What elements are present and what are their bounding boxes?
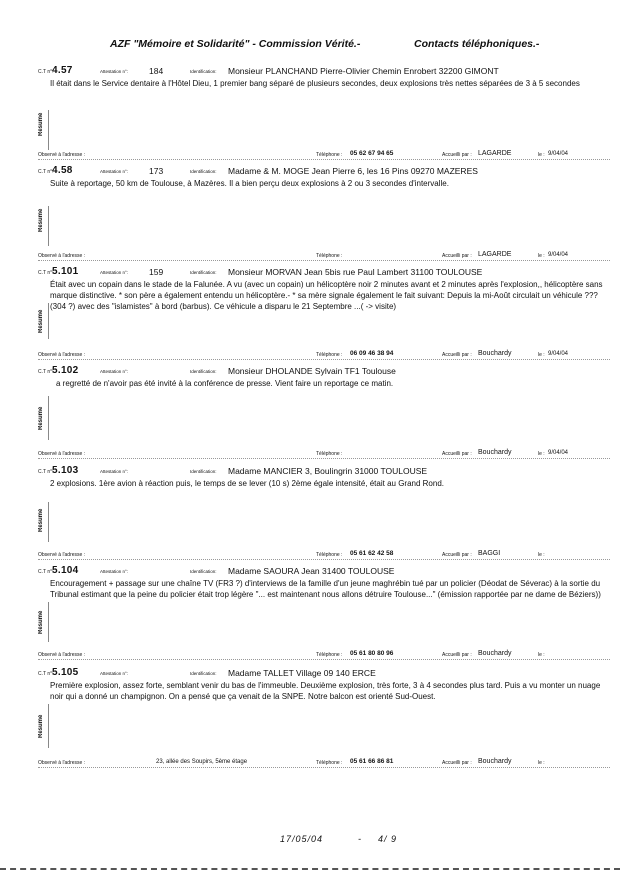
separator-line: [38, 159, 610, 160]
page-header: [110, 38, 610, 54]
accueilli-label: Accueilli par :: [442, 152, 472, 158]
ct-label: C.T n°:: [38, 369, 54, 375]
observe-label: Observé à l'adresse :: [38, 760, 86, 766]
record-summary: Il était dans le Service dentaire à l'Hôtel Dieu, 1 premier bang séparé de plusieurs secondes, deux explosions très nettes séparées de 3 à 5 secondes: [50, 79, 580, 88]
accueilli-label: Accueilli par :: [442, 253, 472, 259]
attestation-label: Attestation n°:: [100, 69, 129, 74]
date-value: 9/04/04: [548, 351, 569, 357]
telephone-label: Téléphone :: [316, 352, 343, 358]
record-summary: Encouragement + passage sur une chaîne TV (FR3 ?) d'interviews de la famille d'un jeune maghrébin tué par un policier (Déodat de Séverac) à la sortie du Tribunal estimant que la peine du policier était trop légère "... est maintenant nous allons détruire Toulouse..." (émission rapportée par ne dame de Béziers)): [50, 579, 601, 599]
identification-label: Identification:: [190, 671, 217, 676]
observe-label: Observé à l'adresse :: [38, 552, 86, 558]
accueilli-value: LAGARDE: [478, 150, 512, 157]
observe-label: Observé à l'adresse :: [38, 352, 86, 358]
date-label: le :: [538, 253, 545, 259]
date-label: le :: [538, 152, 545, 158]
telephone-label: Téléphone :: [316, 253, 343, 259]
identification-value: Madame TALLET Village 09 140 ERCE: [228, 668, 376, 678]
document-title: AZF "Mémoire et Solidarité" - Commission Vérité.-: [110, 38, 361, 50]
record-4-58: [38, 166, 610, 256]
ct-label: C.T n°:: [38, 569, 54, 575]
resume-margin-line: [48, 303, 49, 339]
attestation-label: Attestation n°:: [100, 671, 129, 676]
observe-label: Observé à l'adresse :: [38, 652, 86, 658]
telephone-label: Téléphone :: [316, 760, 343, 766]
accueilli-value: Bouchardy: [478, 650, 512, 657]
resume-margin-line: [48, 502, 49, 542]
observe-value: 23, allée des Soupirs, 5ème étage: [156, 759, 248, 765]
ct-number: 5.102: [52, 365, 79, 376]
identification-label: Identification:: [190, 69, 217, 74]
date-label: le :: [538, 552, 545, 558]
accueilli-value: Bouchardy: [478, 449, 512, 456]
resume-margin-line: [48, 602, 49, 642]
ct-label: C.T n°:: [38, 469, 54, 475]
record-summary: Suite à reportage, 50 km de Toulouse, à Mazères. Il a bien perçu deux explosions à 2 ou 3 secondes d'intervalle.: [50, 179, 449, 188]
separator-line: [38, 260, 610, 261]
print-date: 17/05/04: [280, 834, 324, 844]
attestation-label: Attestation n°:: [100, 270, 129, 275]
ct-label: C.T n°:: [38, 270, 54, 276]
accueilli-label: Accueilli par :: [442, 652, 472, 658]
date-label: le :: [538, 451, 545, 457]
identification-label: Identification:: [190, 169, 217, 174]
telephone-value: 05 61 62 42 58: [350, 550, 394, 557]
separator-line: [38, 559, 610, 560]
ct-number: 5.101: [52, 266, 79, 277]
accueilli-label: Accueilli par :: [442, 552, 472, 558]
identification-label: Identification:: [190, 369, 217, 374]
identification-value: Madame & M. MOGE Jean Pierre 6, les 16 Pins 09270 MAZERES: [228, 166, 478, 176]
observe-label: Observé à l'adresse :: [38, 451, 86, 457]
identification-value: Madame MANCIER 3, Boulingrin 31000 TOULOUSE: [228, 466, 428, 476]
separator-line: [38, 659, 610, 660]
resume-label: Résumé: [38, 508, 44, 532]
accueilli-label: Accueilli par :: [442, 451, 472, 457]
identification-value: Madame SAOURA Jean 31400 TOULOUSE: [228, 566, 395, 576]
record-summary: a regretté de n'avoir pas été invité à la conférence de presse. Vient faire un reportage ce matin.: [56, 379, 394, 388]
accueilli-label: Accueilli par :: [442, 760, 472, 766]
attestation-label: Attestation n°:: [100, 569, 129, 574]
telephone-value: 06 09 46 38 94: [350, 350, 394, 357]
separator-line: [38, 767, 610, 768]
record-5-102: [38, 366, 610, 456]
attestation-label: Attestation n°:: [100, 369, 129, 374]
telephone-value: 05 62 67 94 65: [350, 150, 394, 157]
telephone-label: Téléphone :: [316, 552, 343, 558]
record-summary: Était avec un copain dans le stade de la Falunée. A vu (avec un copain) un hélicoptère noir 2 minutes avant et 2 minutes après l'explosion,, hélicoptère sans marque distinctive. * son père a également entendu un hélicoptère.- * sa mère signale également le fait suivant: Depuis la mi-Août circulait un véhicule ??? (304 ?) avec des "islamistes" à bord (barbus). Ce véhicule a disparu le 21 Septembre ...( -> visite): [50, 280, 603, 311]
record-5-103: [38, 466, 610, 556]
scan-edge: [0, 868, 620, 870]
resume-label: Résumé: [38, 112, 44, 136]
record-summary: 2 explosions. 1ère avion à réaction puis, le temps de se lever (10 s) 2ème égale intensité, était au Grand Rond.: [50, 479, 445, 488]
ct-label: C.T n°:: [38, 69, 54, 75]
attestation-label: Attestation n°:: [100, 469, 129, 474]
resume-margin-line: [48, 206, 49, 246]
date-label: le :: [538, 760, 545, 766]
ct-number: 5.105: [52, 667, 79, 678]
identification-value: Monsieur MORVAN Jean 5bis rue Paul Lambert 31100 TOULOUSE: [228, 267, 483, 277]
attestation-label: Attestation n°:: [100, 169, 129, 174]
attestation-number: 159: [149, 267, 164, 277]
observe-label: Observé à l'adresse :: [38, 152, 86, 158]
ct-number: 5.103: [52, 465, 79, 476]
accueilli-value: Bouchardy: [478, 758, 512, 765]
telephone-value: 05 61 66 86 81: [350, 758, 394, 765]
resume-label: Résumé: [38, 309, 44, 333]
footer-separator: -: [358, 834, 362, 844]
accueilli-label: Accueilli par :: [442, 352, 472, 358]
resume-label: Résumé: [38, 610, 44, 634]
attestation-number: 173: [149, 166, 164, 176]
resume-label: Résumé: [38, 406, 44, 430]
identification-label: Identification:: [190, 569, 217, 574]
attestation-number: 184: [149, 66, 164, 76]
resume-label: Résumé: [38, 208, 44, 232]
ct-number: 5.104: [52, 565, 79, 576]
identification-value: Monsieur DHOLANDE Sylvain TF1 Toulouse: [228, 366, 396, 376]
record-5-104: [38, 566, 610, 656]
identification-label: Identification:: [190, 469, 217, 474]
record-5-105: [38, 668, 610, 758]
ct-label: C.T n°:: [38, 169, 54, 175]
document-subtitle: Contacts téléphoniques.-: [414, 38, 540, 50]
ct-number: 4.58: [52, 165, 73, 176]
resume-label: Résumé: [38, 714, 44, 738]
date-value: 9/04/04: [548, 450, 569, 456]
accueilli-value: BAGGI: [478, 550, 501, 557]
date-label: le :: [538, 352, 545, 358]
record-summary: Première explosion, assez forte, semblant venir du bas de l'immeuble. Deuxième explosion, très forte, 3 à 4 secondes plus tard. Puis a vu monter un nuage noir qui a donné un champignon. On a pensé que ça venait de la SNPE. Notre balcon est orienté Sud-Ouest.: [50, 681, 601, 701]
date-value: 9/04/04: [548, 252, 569, 258]
separator-line: [38, 458, 610, 459]
resume-margin-line: [48, 110, 49, 150]
record-5-101: [38, 267, 610, 357]
telephone-label: Téléphone :: [316, 652, 343, 658]
page-number: 4/ 9: [378, 834, 398, 844]
separator-line: [38, 359, 610, 360]
accueilli-value: LAGARDE: [478, 251, 512, 258]
identification-value: Monsieur PLANCHAND Pierre-Olivier Chemin Enrobert 32200 GIMONT: [228, 66, 499, 76]
identification-label: Identification:: [190, 270, 217, 275]
telephone-value: 05 61 80 80 96: [350, 650, 394, 657]
date-label: le :: [538, 652, 545, 658]
ct-label: C.T n°:: [38, 671, 54, 677]
observe-label: Observé à l'adresse :: [38, 253, 86, 259]
telephone-label: Téléphone :: [316, 451, 343, 457]
resume-margin-line: [48, 704, 49, 748]
resume-margin-line: [48, 396, 49, 440]
telephone-label: Téléphone :: [316, 152, 343, 158]
date-value: 9/04/04: [548, 151, 569, 157]
accueilli-value: Bouchardy: [478, 350, 512, 357]
record-4-57: [38, 66, 610, 156]
ct-number: 4.57: [52, 65, 73, 76]
